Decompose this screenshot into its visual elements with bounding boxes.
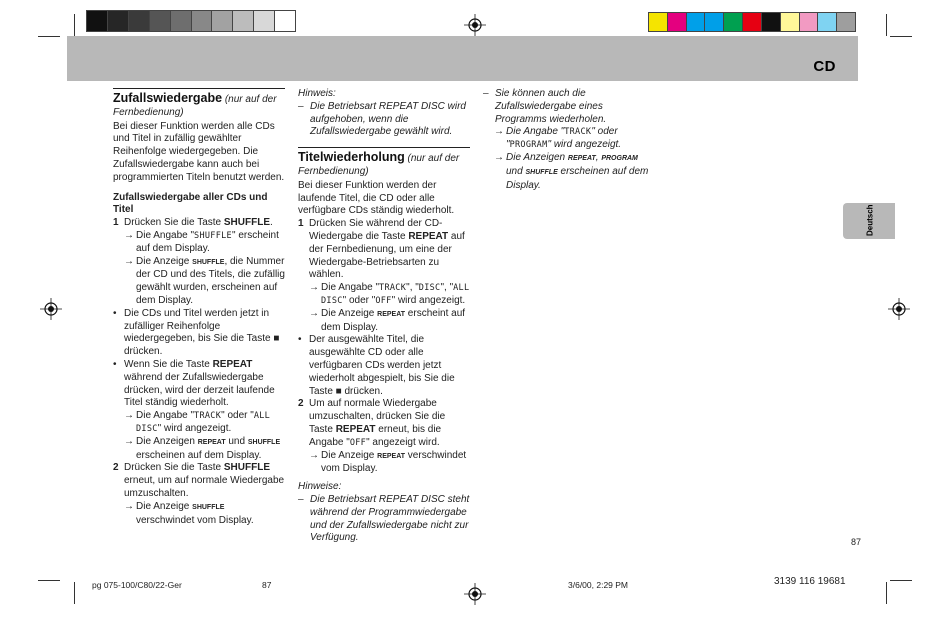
- result-line: → Die Anzeigen REPEAT und SHUFFLE erscheinen auf dem Display.: [124, 435, 281, 461]
- header-band: [67, 36, 858, 81]
- color-swatch: [762, 13, 781, 31]
- crop-mark: [38, 580, 60, 581]
- section-rule: [113, 88, 285, 89]
- arrow-icon: →: [309, 282, 319, 294]
- column-2: [298, 88, 470, 545]
- color-calibration-bar: [648, 12, 856, 32]
- result-line: → Die Angabe "TRACK" oder "ALL DISC" wird angezeigt.: [124, 410, 271, 434]
- hints-title: Hinweise:: [298, 481, 342, 493]
- crop-mark: [890, 36, 912, 37]
- arrow-icon: →: [309, 449, 319, 461]
- crop-mark: [38, 36, 60, 37]
- footer-file: pg 075-100/C80/22-Ger: [92, 580, 182, 590]
- bullet-item: • Der ausgewählte Titel, die ausgewählte CD oder alle verfügbaren CDs werden jetzt wiederholt abgespielt, bis Sie die Taste ■ drücken.: [298, 334, 455, 397]
- color-swatch: [668, 13, 687, 31]
- color-swatch: [150, 11, 171, 31]
- arrow-icon: →: [309, 307, 319, 319]
- result-line: → Die Anzeige SHUFFLE verschwindet vom Display.: [124, 500, 254, 526]
- section-label: CD: [813, 58, 836, 75]
- step-number: 2: [298, 398, 304, 410]
- crop-mark: [886, 14, 887, 36]
- hint-item: – Sie können auch die Zufallswiedergabe eines Programms wiederholen.: [483, 88, 607, 125]
- bullet-icon: •: [113, 307, 117, 319]
- arrow-icon: →: [124, 500, 134, 512]
- registration-mark-icon: [464, 583, 486, 605]
- result-line: → Die Anzeige REPEAT verschwindet vom Display.: [309, 449, 467, 475]
- color-swatch: [743, 13, 762, 31]
- color-swatch: [837, 13, 855, 31]
- bullet-item: • Wenn Sie die Taste REPEAT während der Zufallswiedergabe drücken, wird der derzeit laufende Titel ständig wiederholt.: [113, 358, 275, 409]
- crop-mark: [886, 582, 887, 604]
- crop-mark: [890, 580, 912, 581]
- arrow-icon: →: [124, 410, 134, 422]
- result-line: → Die Angabe "TRACK" oder "PROGRAM" wird angezeigt.: [494, 126, 622, 151]
- crop-mark: [74, 14, 75, 36]
- color-swatch: [192, 11, 213, 31]
- intro-paragraph: Bei dieser Funktion werden der laufende Titel, die CD oder alle verfügbare CDs ständig wiederholt.: [298, 179, 455, 217]
- result-line: → Die Angabe "SHUFFLE" erscheint auf dem Display.: [124, 229, 279, 254]
- color-swatch: [818, 13, 837, 31]
- grayscale-calibration-bar: [86, 10, 296, 32]
- arrow-icon: →: [494, 151, 504, 163]
- bullet-item: • Die CDs und Titel werden jetzt in zufälliger Reihenfolge wiedergegeben, bis Sie die Taste ■ drücken.: [113, 307, 280, 358]
- column-1: [113, 88, 285, 527]
- step-text: Drücken Sie die Taste SHUFFLE erneut, um auf normale Wiedergabe umzuschalten.: [124, 462, 285, 499]
- color-swatch: [275, 11, 295, 31]
- subheading: Zufallswiedergabe aller CDs und Titel: [113, 191, 268, 216]
- hint-title: Hinweis:: [298, 88, 336, 99]
- footer-code: 3139 116 19681: [774, 576, 846, 587]
- step-number: 1: [298, 218, 304, 230]
- step-2: [298, 398, 470, 449]
- color-swatch: [800, 13, 819, 31]
- color-swatch: [724, 13, 743, 31]
- color-swatch: [87, 11, 108, 31]
- color-swatch: [254, 11, 275, 31]
- color-swatch: [129, 11, 150, 31]
- footer-date: 3/6/00, 2:29 PM: [568, 580, 629, 590]
- section-title-note: (nur auf der Fernbedienung): [113, 94, 277, 118]
- step-2: [113, 462, 285, 500]
- page-number: 87: [851, 537, 862, 547]
- step-text: Um auf normale Wiedergabe umzuschalten, drücken Sie die Taste REPEAT erneut, bis die Angabe "OFF" angezeigt wird.: [309, 398, 446, 448]
- dash-icon: –: [298, 100, 304, 112]
- footer-page: 87: [262, 580, 272, 590]
- language-tab: [843, 203, 895, 239]
- step-1: [298, 218, 470, 282]
- step-text: Drücken Sie die Taste SHUFFLE.: [124, 217, 273, 229]
- color-swatch: [649, 13, 668, 31]
- section-rule: [298, 147, 470, 148]
- arrow-icon: →: [494, 126, 504, 138]
- intro-paragraph: Bei dieser Funktion werden alle CDs und Titel in zufällig gewählter Reihenfolge wiedergegeben. Die Zufallswiedergabe kann auch bei programmierten Titeln benutzt werden.: [113, 120, 285, 183]
- color-swatch: [781, 13, 800, 31]
- section-title: Zufallswiedergabe: [113, 91, 223, 105]
- arrow-icon: →: [124, 229, 134, 241]
- color-swatch: [108, 11, 129, 31]
- step-1: [113, 217, 285, 230]
- section-heading: [298, 150, 470, 179]
- step-number: 1: [113, 217, 119, 229]
- color-swatch: [171, 11, 192, 31]
- result-line: → Die Anzeigen REPEAT, PROGRAM und SHUFFLE erscheinen auf dem Display.: [494, 151, 649, 191]
- arrow-icon: →: [124, 435, 134, 447]
- dash-icon: –: [298, 493, 304, 505]
- color-swatch: [687, 13, 706, 31]
- dash-icon: –: [483, 88, 489, 99]
- bullet-icon: •: [298, 334, 302, 346]
- color-swatch: [233, 11, 254, 31]
- hint-item: – Die Betriebsart REPEAT DISC steht während der Programmwiedergabe und der Zufallswiedergabe nicht zur Verfügung.: [298, 493, 470, 544]
- registration-mark-icon: [464, 14, 486, 36]
- section-title: Titelwiederholung: [298, 150, 405, 165]
- result-line: → Die Anzeige SHUFFLE, die Nummer der CD und des Titels, die zufällig gewählt wurden, erscheinen auf dem Display.: [124, 255, 285, 306]
- bullet-icon: •: [113, 358, 117, 370]
- registration-mark-icon: [888, 298, 910, 320]
- hint-item: – Die Betriebsart REPEAT DISC wird aufgehoben, wenn die Zufallswiedergabe gewählt wird.: [298, 100, 466, 138]
- result-line: → Die Angabe "TRACK", "DISC", "ALL DISC" oder "OFF" wird angezeigt.: [309, 282, 470, 306]
- column-3: [483, 88, 655, 192]
- color-swatch: [212, 11, 233, 31]
- result-line: → Die Anzeige REPEAT erscheint auf dem Display.: [309, 307, 466, 333]
- arrow-icon: →: [124, 255, 134, 267]
- step-number: 2: [113, 462, 119, 474]
- section-title-note: (nur auf der Fernbedienung): [298, 153, 460, 177]
- language-tab-label: Deutsch: [865, 204, 875, 236]
- section-heading: [113, 91, 285, 120]
- registration-mark-icon: [40, 298, 62, 320]
- crop-mark: [74, 582, 75, 604]
- color-swatch: [705, 13, 724, 31]
- step-text: Drücken Sie während der CD-Wiedergabe die Taste REPEAT auf der Fernbedienung, um eine der Wiedergabe-Betriebsarten zu wählen.: [309, 218, 465, 281]
